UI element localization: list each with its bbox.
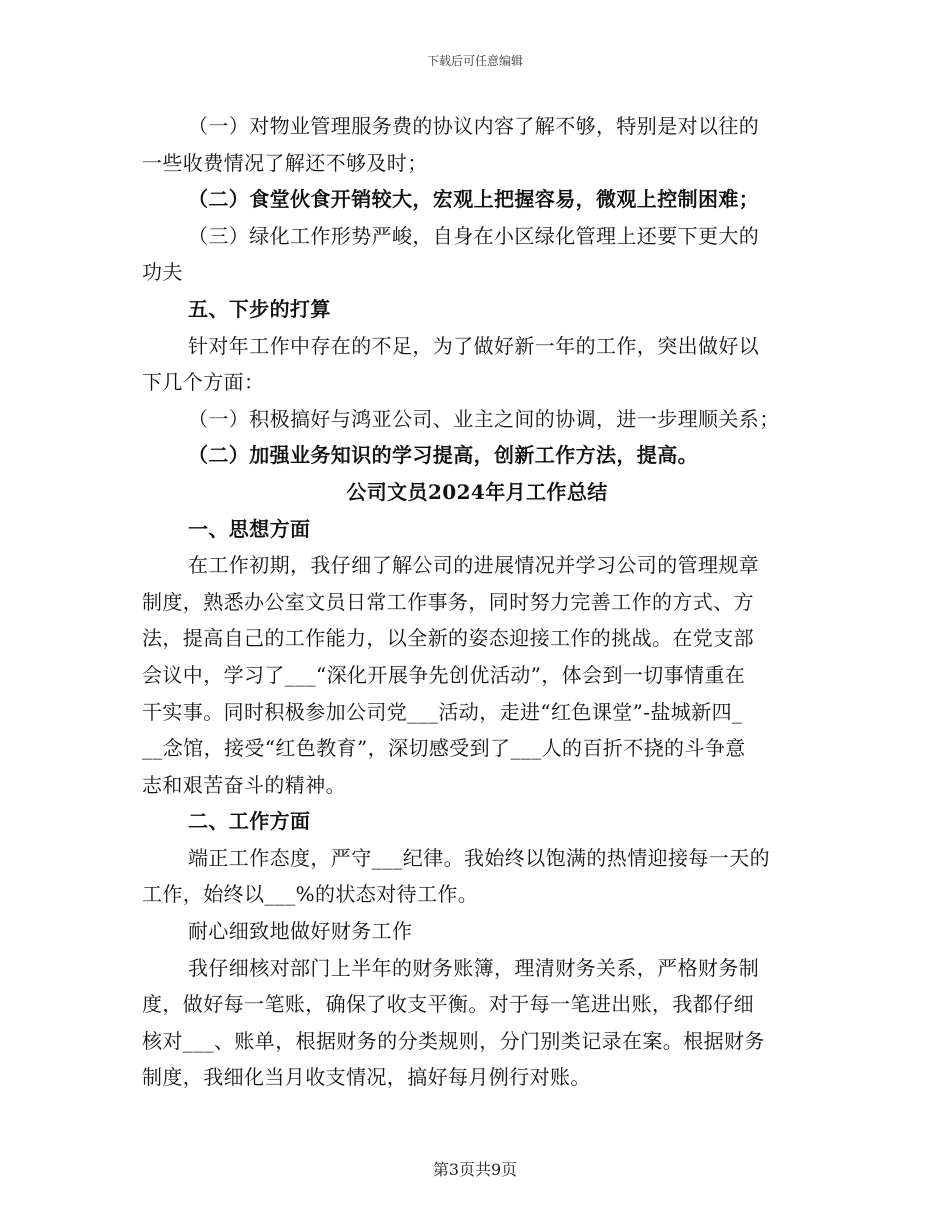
paragraph-line: 度，做好每一笔账，确保了收支平衡。对于每一笔进出账，我都仔细: [142, 992, 754, 1017]
section-heading: 五、下步的打算: [188, 296, 331, 321]
paragraph-line: 干实事。同时积极参加公司党___活动，走进“红色课堂”-盐城新四_: [142, 699, 743, 724]
bold-paragraph-line: （二）食堂伙食开销较大，宏观上把握容易，微观上控制困难；: [188, 187, 760, 212]
paragraph-line: 制度，熟悉办公室文员日常工作事务，同时努力完善工作的方式、方: [142, 589, 754, 614]
paragraph-line: __念馆，接受“红色教育”，深切感受到了___人的百折不挠的斗争意: [142, 736, 746, 761]
paragraph-line: 针对年工作中存在的不足，为了做好新一年的工作，突出做好以: [188, 333, 760, 358]
paragraph-line: 制度，我细化当月收支情况，搞好每月例行对账。: [142, 1065, 591, 1090]
paragraph-line: （一）对物业管理服务费的协议内容了解不够，特别是对以往的: [188, 114, 760, 138]
paragraph-line: 志和艰苦奋斗的精神。: [142, 772, 346, 797]
paragraph-line: 端正工作态度，严守___纪律。我始终以饱满的热情迎接每一天的: [188, 845, 770, 870]
paragraph-line: 会议中，学习了___“深化开展争先创优活动”，体会到一切事情重在: [142, 662, 746, 687]
page-header: 下载后可任意编辑: [426, 54, 523, 68]
paragraph-line: 一些收费情况了解还不够及时；: [142, 150, 428, 175]
paragraph-line: 在工作初期，我仔细了解公司的进展情况并学习公司的管理规章: [188, 553, 760, 578]
section-heading: 一、思想方面: [188, 516, 311, 541]
page-number: 第3页共9页: [432, 1160, 518, 1179]
paragraph-line: 功夫: [142, 260, 183, 285]
paragraph-line: 法，提高自己的工作能力，以全新的姿态迎接工作的挑战。在党支部: [142, 626, 754, 651]
paragraph-line: 我仔细核对部门上半年的财务账簿，理清财务关系，严格财务制: [188, 955, 760, 980]
paragraph-line: 核对___、账单，根据财务的分类规则，分门别类记录在案。根据财务: [142, 1028, 765, 1053]
bold-paragraph-line: （二）加强业务知识的学习提高，创新工作方法，提高。: [188, 443, 698, 468]
section-heading: 二、工作方面: [188, 809, 311, 834]
paragraph-line: 工作，始终以___%的状态对待工作。: [142, 882, 479, 907]
subheading-line: 耐心细致地做好财务工作: [188, 919, 413, 944]
paragraph-line: 下几个方面：: [142, 370, 265, 395]
paragraph-line: （三）绿化工作形势严峻，自身在小区绿化管理上还要下更大的: [188, 223, 760, 248]
paragraph-line: （一）积极搞好与鸿亚公司、业主之间的协调，进一步理顺关系；: [188, 406, 780, 431]
document-title: 公司文员2024年月工作总结: [346, 479, 608, 504]
document-body: [142, 108, 812, 1096]
